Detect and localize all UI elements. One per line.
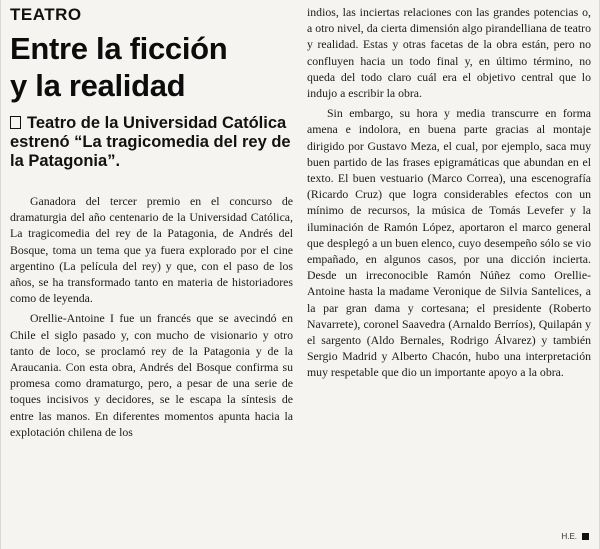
body-paragraph-3: indios, las inciertas relaciones con las grandes potencias o, a otro nivel, da cierta dimensión algo pirandelliana de teatro y realidad. Estas y otras facetas de la obra están, pero no confluyen hacia un todo final y, en último término, no queda del todo claro cuál era el objetivo central que lo indujo a escribir la obra. xyxy=(307,5,591,101)
headline-line-2: y la realidad xyxy=(10,68,186,103)
end-mark-icon xyxy=(582,533,589,540)
lead-text: Teatro de la Universidad Católica estrenó “La tragicomedia del rey de la Patagonia”. xyxy=(10,114,291,170)
lead-paragraph xyxy=(10,114,293,171)
left-column xyxy=(10,4,293,440)
body-paragraph-1: Ganadora del tercer premio en el concurso de dramaturgia del año centenario de la Universidad Católica, La tragicomedia del rey de la Patagonia, de Andrés del Bosque, toma un tema que ya fuera explorado por el cine argentino (La película del rey) y que, con el paso de los años, se ha transformado tanto en materia de historiadores como de leyenda. xyxy=(10,194,293,306)
right-column xyxy=(307,4,591,381)
square-bullet-icon xyxy=(10,116,21,129)
headline-line-1: Entre la ficción xyxy=(10,31,228,66)
author-signature: H.E. xyxy=(561,532,577,541)
body-paragraph-2: Orellie-Antoine I fue un francés que se avecindó en Chile el siglo pasado y, con mucho de visionario y otro tanto de loco, se proclamó rey de la Patagonia y de la Araucania. Con esta obra, Andrés del Bosque confirma su promesa como dramaturgo, pero, a pesar de una serie de toques incisivos y decidores, se le escapa la síntesis de entre las manos. En diferentes momentos apunta hacia la explotación chilena de los xyxy=(10,311,293,439)
section-label: TEATRO xyxy=(10,5,82,24)
headline xyxy=(10,30,293,104)
body-paragraph-4: Sin embargo, su hora y media transcurre en forma amena e indolora, en buena parte gracias al montaje dirigido por Gustavo Meza, el cual, por ejemplo, saca muy buen partido de las frases epigramáticas que abundan en el texto. El buen vestuario (Marco Correa), una escenografía (Ricardo Cruz) que logra considerables efectos con un mínimo de recursos, la música de Tomás Levefer y la iluminación de Ramón López, aportaron el marco general que desplegó a un buen elenco, cuyo desempeño sólo se vio empañado, en algunos casos, por una dicción incierta. Desde un irreconocible Ramón Núñez como Orellie-Antoine hasta la madame Veronique de Silvia Santelices, a la par gran dama y cortesana; el presidente (Roberto Navarrete), coronel Saavedra (Arnaldo Berríos), Quilapán y el sargento (Aldo Bernales, Rodrigo Álvarez) y también Sergio Madrid y Alberto Chacón, hubo una interpretación muy respetable que dio un importante apoyo a la obra. xyxy=(307,106,591,380)
